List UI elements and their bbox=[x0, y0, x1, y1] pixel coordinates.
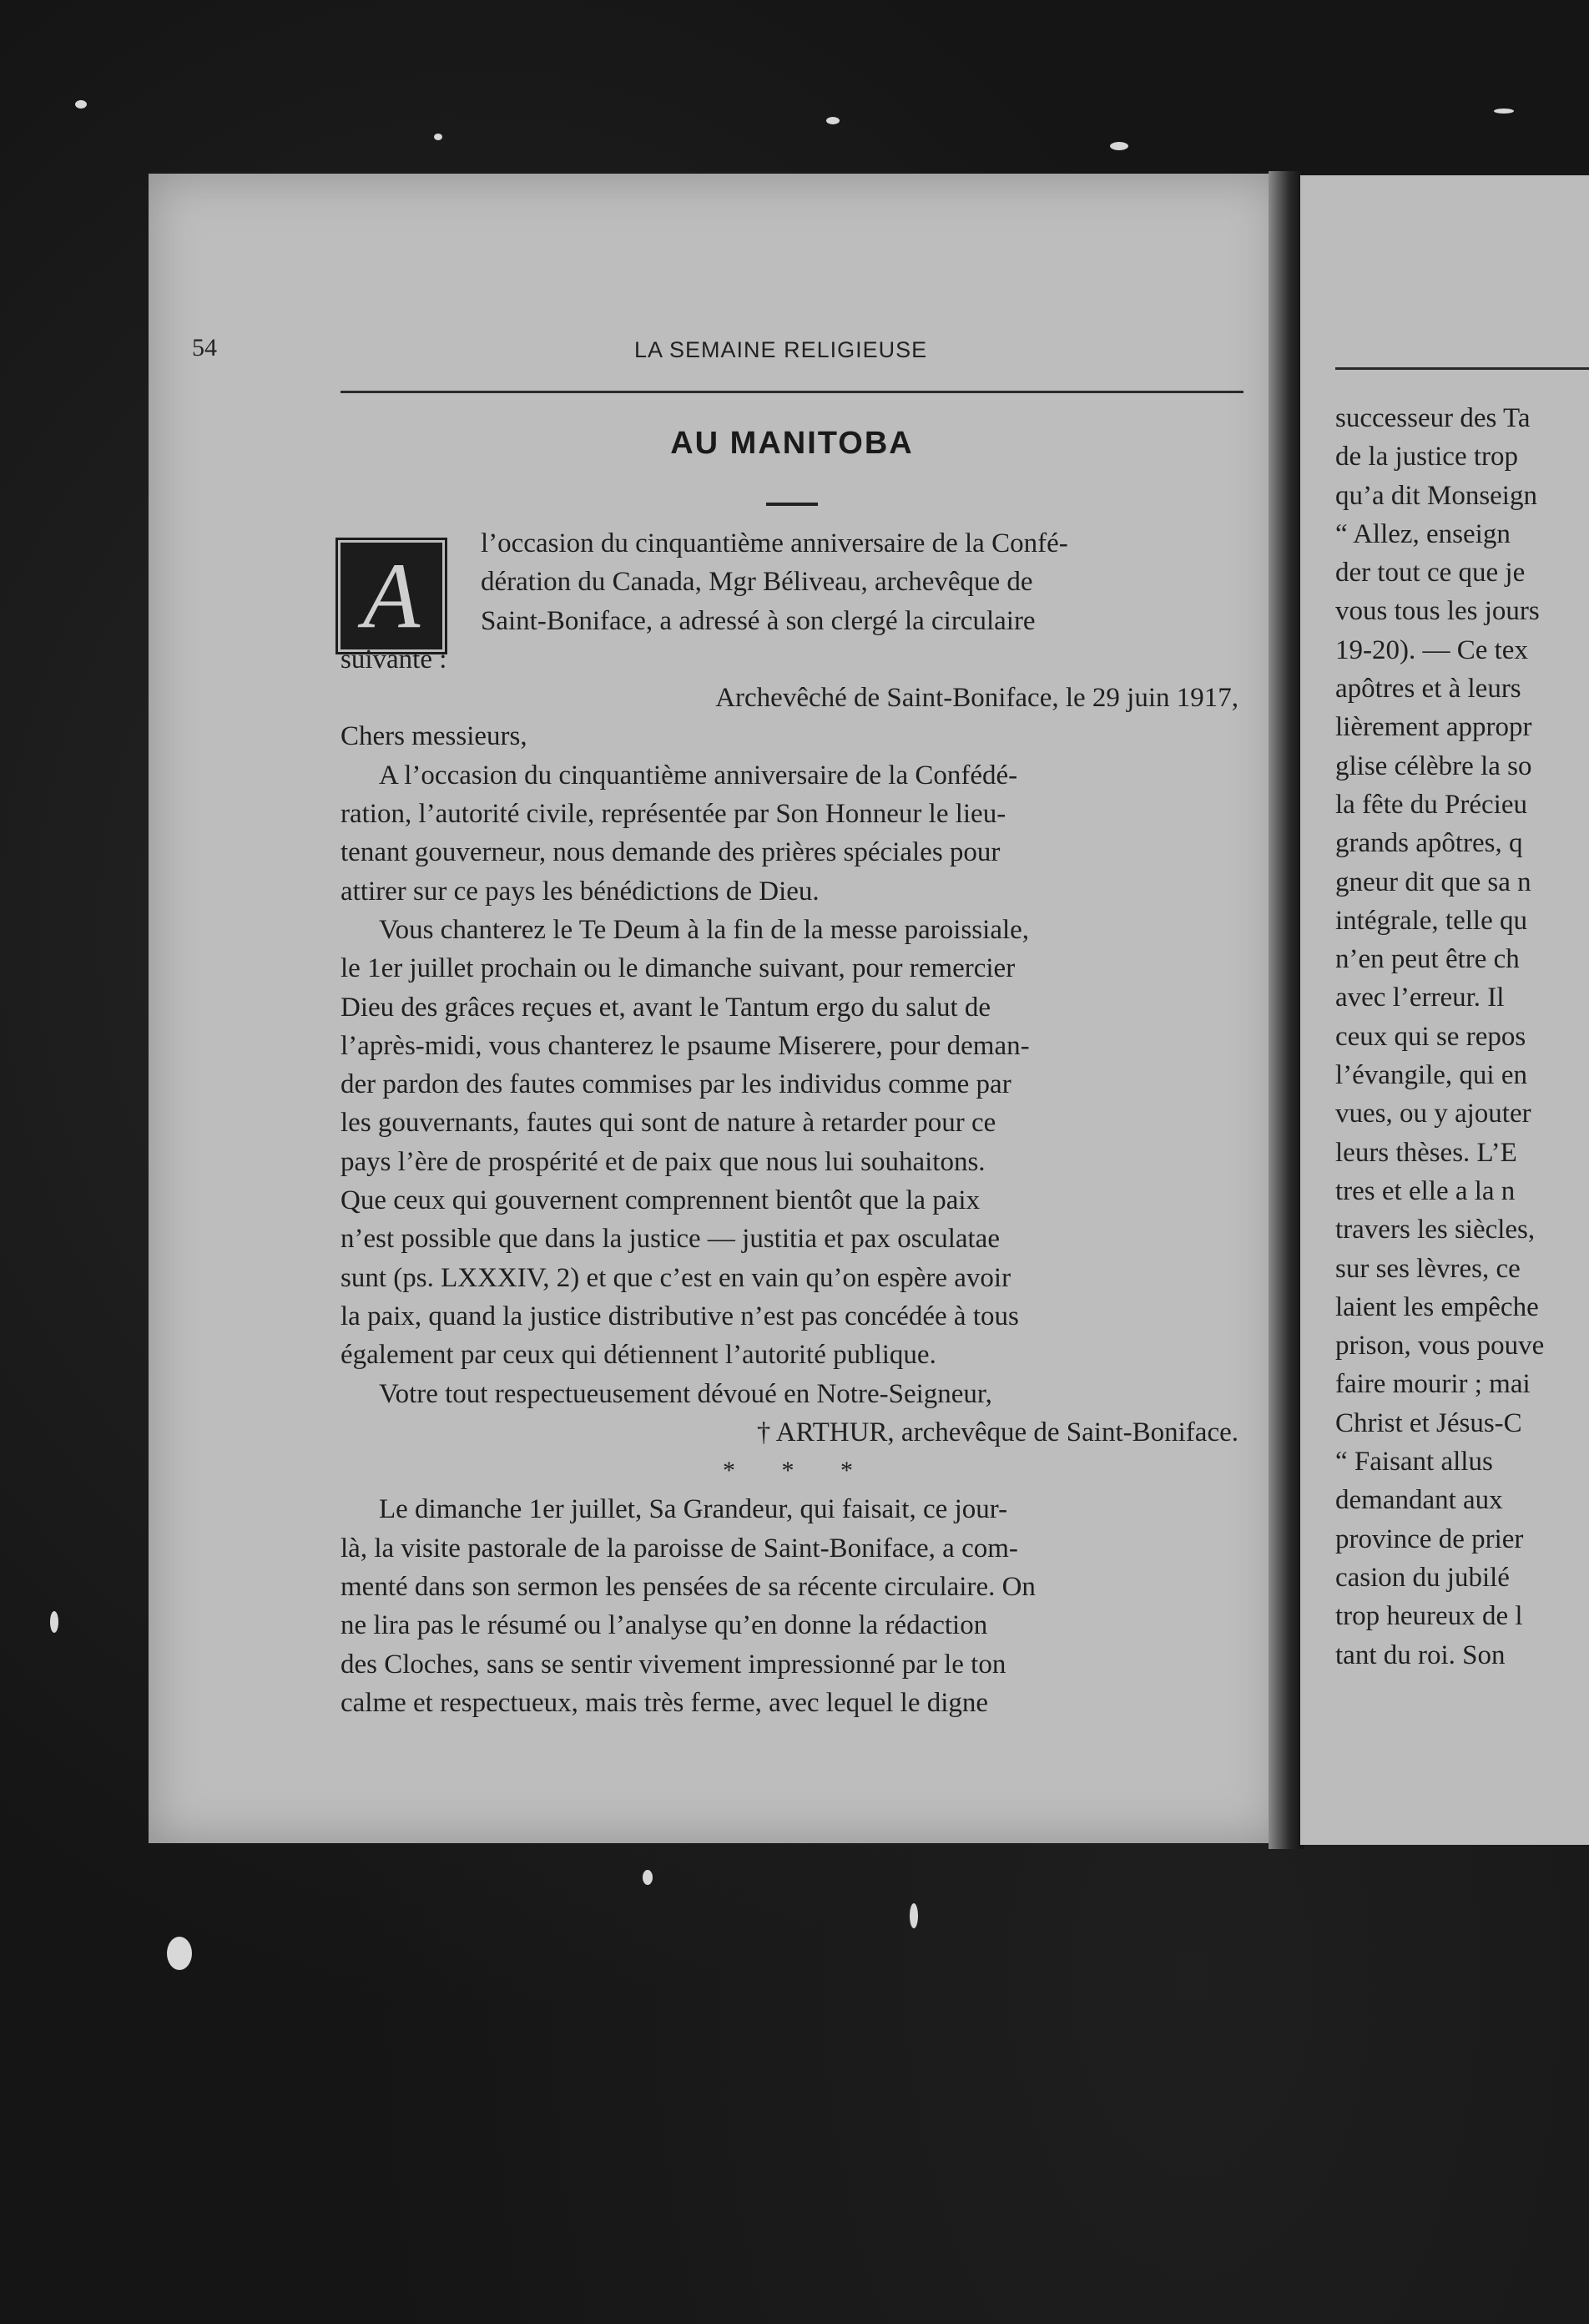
text-line: n’en peut être ch bbox=[1335, 944, 1520, 975]
text-line: lièrement appropr bbox=[1335, 712, 1532, 743]
text-line: de la justice trop bbox=[1335, 442, 1519, 472]
dust-speck bbox=[434, 134, 442, 140]
text-line: “ Allez, enseign bbox=[1335, 518, 1511, 549]
text-line: laient les empêche bbox=[1335, 1291, 1539, 1322]
text-line: la fête du Précieu bbox=[1335, 789, 1527, 820]
dust-speck bbox=[1110, 142, 1128, 150]
text-line: tres et elle a la n bbox=[1335, 1175, 1516, 1206]
text-line: qu’a dit Monseign bbox=[1335, 480, 1537, 511]
dropcap-letter: A bbox=[340, 543, 442, 649]
text-line: attirer sur ce pays les bénédictions de Dieu. bbox=[340, 876, 820, 907]
text-line: pays l’ère de prospérité et de paix que nous lui souhaitons. bbox=[340, 1146, 986, 1177]
header-rule bbox=[340, 391, 1243, 393]
right-page-header-rule bbox=[1335, 367, 1589, 370]
title-dash bbox=[766, 503, 818, 506]
text-line: trop heureux de l bbox=[1335, 1601, 1523, 1632]
running-title: LA SEMAINE RELIGIEUSE bbox=[634, 337, 928, 362]
text-line: grands apôtres, q bbox=[1335, 828, 1523, 859]
letter-dateline: Archevêché de Saint-Boniface, le 29 juin 1917, bbox=[715, 683, 1238, 714]
text-line: la paix, quand la justice distributive n’est pas concédée à tous bbox=[340, 1301, 1019, 1331]
text-line: der tout ce que je bbox=[1335, 558, 1526, 589]
text-line: der pardon des fautes commises par les individus comme par bbox=[340, 1069, 1011, 1100]
text-line: Christ et Jésus-C bbox=[1335, 1407, 1522, 1438]
text-line: travers les siècles, bbox=[1335, 1215, 1536, 1245]
text-line: menté dans son sermon les pensées de sa récente circulaire. On bbox=[340, 1572, 1036, 1603]
dust-speck bbox=[167, 1937, 192, 1970]
text-line: faire mourir ; mai bbox=[1335, 1369, 1531, 1400]
text-line: vues, ou y ajouter bbox=[1335, 1099, 1531, 1129]
dust-speck bbox=[826, 117, 840, 124]
text-line: ceux qui se repos bbox=[1335, 1021, 1526, 1052]
page-number: 54 bbox=[192, 334, 217, 361]
text-line: Le dimanche 1er juillet, Sa Grandeur, qui faisait, ce jour- bbox=[379, 1494, 1008, 1525]
text-line: gneur dit que sa n bbox=[1335, 866, 1531, 897]
text-line: Vous chanterez le Te Deum à la fin de la messe paroissiale, bbox=[379, 914, 1030, 945]
article-body bbox=[340, 524, 1255, 1722]
text-line: casion du jubilé bbox=[1335, 1562, 1510, 1593]
text-line: glise célèbre la so bbox=[1335, 750, 1532, 781]
text-line: prison, vous pouve bbox=[1335, 1331, 1545, 1362]
right-page-text bbox=[1335, 399, 1589, 1675]
text-line: l’après-midi, vous chanterez le psaume Miserere, pour deman- bbox=[340, 1030, 1030, 1061]
dust-speck bbox=[50, 1611, 58, 1633]
running-header bbox=[192, 334, 1243, 367]
text-line: tant du roi. Son bbox=[1335, 1639, 1506, 1670]
text-line: ration, l’autorité civile, représentée par Son Honneur le lieu- bbox=[340, 799, 1006, 830]
letter-signature: † ARTHUR, archevêque de Saint-Boniface. bbox=[756, 1417, 1238, 1447]
text-line: tenant gouverneur, nous demande des prières spéciales pour bbox=[340, 837, 1001, 868]
text-line: calme et respectueux, mais très ferme, avec lequel le digne bbox=[340, 1687, 989, 1718]
text-line: n’est possible que dans la justice — justitia et pax osculatae bbox=[340, 1224, 1000, 1255]
text-line: successeur des Ta bbox=[1335, 403, 1531, 433]
letter-salutation: Chers messieurs, bbox=[340, 721, 527, 752]
text-line: là, la visite pastorale de la paroisse de Saint-Boniface, a com- bbox=[340, 1533, 1018, 1564]
text-line: l’évangile, qui en bbox=[1335, 1060, 1528, 1091]
article-title: AU MANITOBA bbox=[670, 426, 914, 461]
text-line: sur ses lèvres, ce bbox=[1335, 1253, 1521, 1284]
text-line: avec l’erreur. Il bbox=[1335, 983, 1505, 1013]
text-line: ne lira pas le résumé ou l’analyse qu’en donne la rédaction bbox=[340, 1610, 988, 1641]
text-line: l’occasion du cinquantième anniversaire de la Confé- bbox=[481, 528, 1068, 558]
page-gutter bbox=[1269, 171, 1304, 1849]
text-line: des Cloches, sans se sentir vivement impressionné par le ton bbox=[340, 1649, 1006, 1680]
text-line: vous tous les jours bbox=[1335, 596, 1540, 627]
text-line: dération du Canada, Mgr Béliveau, archevêque de bbox=[481, 567, 1033, 598]
text-line: province de prier bbox=[1335, 1523, 1524, 1554]
dust-speck bbox=[910, 1903, 918, 1928]
dust-speck bbox=[1494, 109, 1514, 114]
text-line: sunt (ps. LXXXIV, 2) et que c’est en vain qu’on espère avoir bbox=[340, 1262, 1011, 1293]
text-line: suivante : bbox=[340, 644, 447, 674]
text-line: les gouvernants, fautes qui sont de nature à retarder pour ce bbox=[340, 1108, 996, 1139]
text-line: leurs thèses. L’E bbox=[1335, 1137, 1517, 1168]
text-line: “ Faisant allus bbox=[1335, 1447, 1493, 1478]
dust-speck bbox=[643, 1870, 653, 1885]
text-line: le 1er juillet prochain ou le dimanche suivant, pour remercier bbox=[340, 953, 1016, 984]
text-line: Saint-Boniface, a adressé à son clergé la circulaire bbox=[481, 605, 1036, 636]
text-line: apôtres et à leurs bbox=[1335, 674, 1521, 705]
text-line: également par ceux qui détiennent l’autorité publique. bbox=[340, 1340, 936, 1371]
text-line: A l’occasion du cinquantième anniversaire de la Confédé- bbox=[379, 760, 1018, 791]
letter-closing: Votre tout respectueusement dévoué en Notre-Seigneur, bbox=[379, 1378, 992, 1409]
section-separator: * * * bbox=[723, 1457, 873, 1485]
text-line: demandant aux bbox=[1335, 1485, 1503, 1516]
text-line: 19-20). — Ce tex bbox=[1335, 634, 1528, 665]
text-line: Dieu des grâces reçues et, avant le Tantum ergo du salut de bbox=[340, 992, 991, 1023]
text-line: intégrale, telle qu bbox=[1335, 905, 1527, 936]
text-line: Que ceux qui gouvernent comprennent bientôt que la paix bbox=[340, 1185, 981, 1216]
dust-speck bbox=[75, 100, 87, 109]
